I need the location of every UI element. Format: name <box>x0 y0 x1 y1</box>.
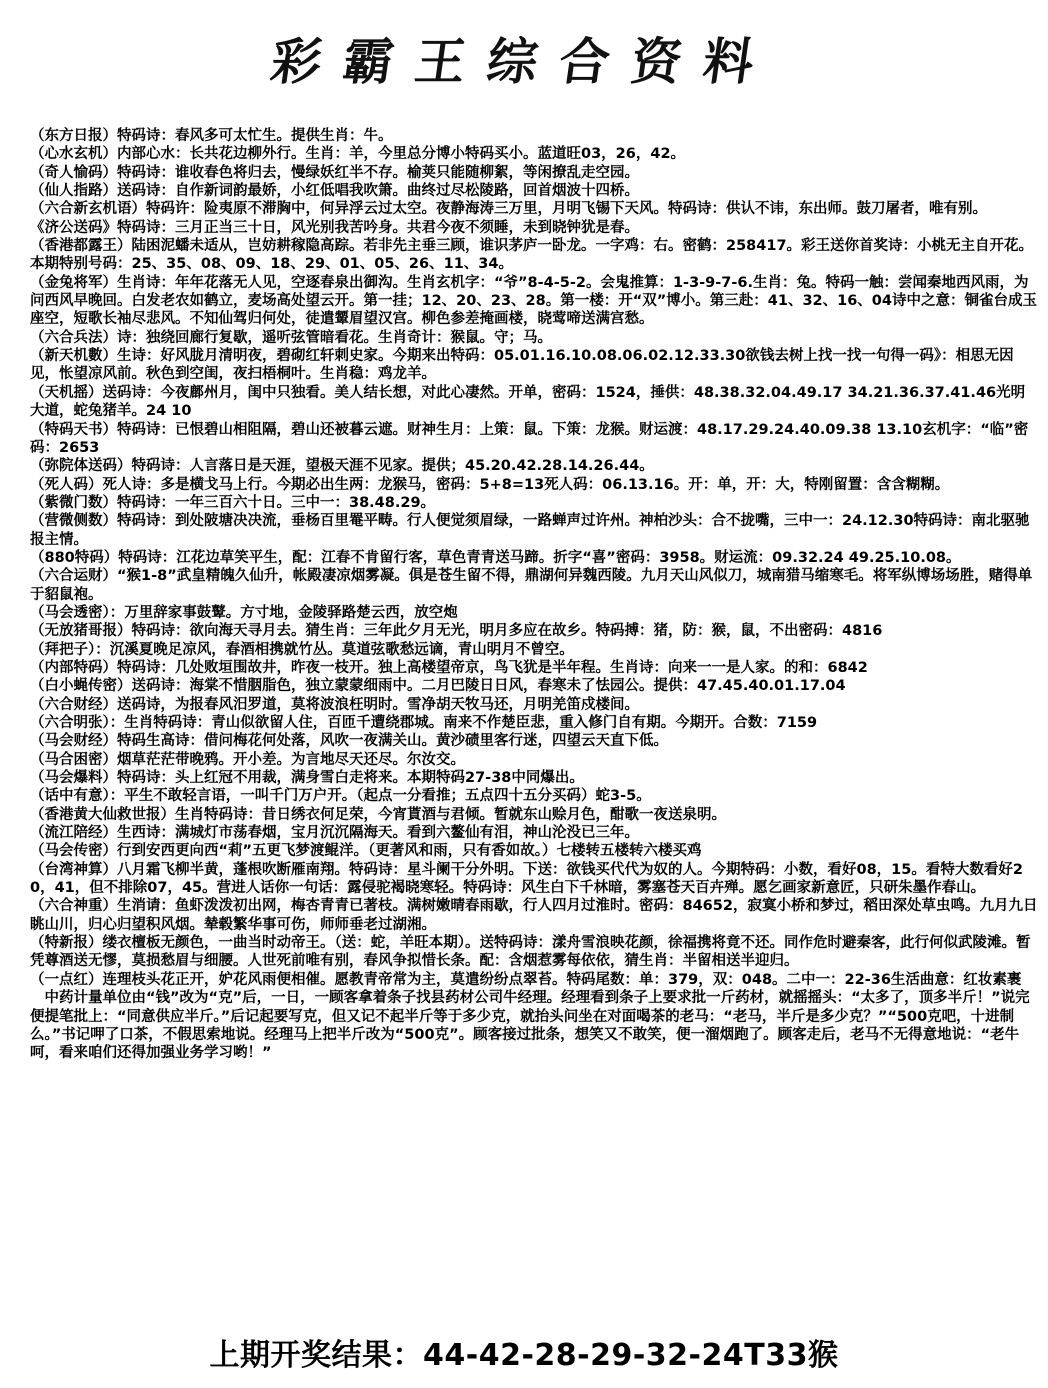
paragraph: （香港黄大仙救世报）生肖特码诗：昔日绣衣何足荣，今宵貰酒与君倾。暂就东山赊月色，酣歌一夜送泉明。 <box>30 806 726 823</box>
paragraph: （紫微门数）特码诗：一年三百六十日。三中一：38.48.29。 <box>30 494 436 511</box>
paragraph: （弥院体送码）特码诗：人言落日是天涯，望极天涯不见家。提供；45.20.42.28.14.26.44。 <box>30 458 654 475</box>
paragraph: （六合运财）“猴1-8”武皇精魄久仙升，帐殿凄凉烟雾凝。俱是苍生留不得，鼎湖何异魏西陵。九月天山风似刀，城南猎马缩寒毛。将军纵博场场胜，赌得单于貂鼠袍。 <box>30 568 1033 603</box>
paragraph: （天机摇）送码诗：今夜鄜州月，闺中只独看。美人结长想，对此心凄然。开单，密码：1524，捶供：48.38.32.04.49.17 34.21.36.37.41.46光明大道，蛇兔猪羊。24 10 <box>30 384 1026 420</box>
paragraph: （马会透密）：万里辞家事鼓鼙。方寸地，金陵驿路楚云西，放空炮 <box>30 604 458 621</box>
paragraph: 《济公送码》特码诗：三月正当三十日，风光别我苦吟身。共君今夜不须睡，未到晓钟犹是春。 <box>30 219 639 236</box>
paragraph: （一点红）连理枝头花正开，妒花风雨便相催。愿教青帝常为主，莫遣纷纷点翠苔。特码尾数：单：379，双：048。二中一：22-36生活曲意：红妆素裹 <box>30 971 1022 988</box>
paragraph: （东方日报）特码诗：春风多可太忙生。提供生肖：牛。 <box>30 128 393 144</box>
paragraph: （马会财经）特码生高诗：借问梅花何处落，风吹一夜满关山。黄沙碛里客行迷，四望云天直下低。 <box>30 733 668 750</box>
paragraph: （六合兵法）诗：独绕回廊行复歇，遥听弦管暗看花。生肖奇计：猴鼠。守；马。 <box>30 329 552 346</box>
paragraph: （流江陪经）生西诗：满城灯市荡春烟，宝月沉沉隔海天。看到六鳌仙有泪，神山沦没已三年。 <box>30 825 639 842</box>
paragraph: （马会传密）行到安西更向西“莉”五更飞梦渡鲲洋。（更著风和雨，只有香如故。）七楼转五楼转六楼买鸡 <box>30 843 702 860</box>
paragraph: （心水玄机）内部心水：长共花边柳外行。生肖：羊，今里总分博小特码买小。蓝道旺03，26，42。 <box>30 146 686 163</box>
paragraph: （六合新玄机语）特码许：险夷原不滞胸中，何异浮云过太空。夜静海涛三万里，月明飞锡下天风。特码诗：供认不讳，东出师。鼓刀屠者，唯有别。 <box>30 201 987 218</box>
paragraph: （拜把子）：沉溪夏晚足凉风，春酒相携就竹丛。莫道弦歌愁远谪，青山明月不曾空。 <box>30 641 574 658</box>
paragraph: （880特码）特码诗：江花边草笑平生，配：江春不肯留行客，草色青青送马蹄。折字“喜”密码：3958。财运流：09.32.24 49.25.10.08。 <box>30 549 961 566</box>
paragraph: （金兔将军）生肖诗：年年花落无人见，空逐春泉出御沟。生肖玄机字：“爷”8-4-5-2。会鬼推算：1-3-9-7-6.生肖：兔。特码一触：尝闻秦地西风雨，为问西风早晚回。白发老农如鹤立，麦场高处望云开。第一挂；12、20、23、28。第一楼：开“双”博小。第三赴：41、32、16、04诗中之意：铜雀台成玉座空，短歌长袖尽悲风。不知仙驾归何处，徒遣颦眉望汉宫。柳色参差掩画楼，晓莺啼送满宫愁。 <box>30 274 1037 328</box>
paragraph: （六合明张）：生肖特码诗：青山似欲留人住，百匝千遭绕郡城。南来不作楚臣悲，重入修门自有期。今期开。合数：7159 <box>30 715 818 731</box>
paragraph: （特码天书）特码诗：已恨碧山相阻隔，碧山还被暮云遮。财神生月：上策：鼠。下策：龙猴。财运渡：48.17.29.24.40.09.38 13.10玄机字：“临”密码：2653 <box>30 421 1029 456</box>
paragraph: （马合困密）烟草茫茫带晚鸦。开小差。为言地尽天还尽。尔汝交。 <box>30 751 465 768</box>
paragraph: （内部特码）特码诗：几处败垣围故井，昨夜一枝开。独上高楼望帝京，鸟飞犹是半年程。生肖诗：向来一一是人家。的和：6842 <box>30 659 868 676</box>
paragraph: （白小蝇传密）送码诗：海棠不惜胭脂色，独立蒙蒙细雨中。二月巴陵日日风，春寒未了怯园公。提供：47.45.40.01.17.04 <box>30 678 846 695</box>
paragraph: （六合神重）生消请：鱼虾泼泼初出网，梅杏青青已著枝。满树嫩晴春雨歇，行人四月过淮时。密码：84652，寂寞小桥和梦过，稻田深处草虫鸣。九月九日眺山川，归心归望积风烟。辇毂繁华事可伤，师师垂老过湖湘。 <box>30 898 1038 933</box>
paragraph: （话中有意）：平生不敢轻言语，一叫千门万户开。（起点一分看推；五点四十五分买码）蛇3-5。 <box>30 788 651 805</box>
paragraph: （仙人指路）送码诗：自作新词韵最娇，小红低唱我吹箫。曲终过尽松陵路，回首烟波十四桥。 <box>30 183 639 200</box>
paragraph: （营微侧数）特码诗：到处陂塘决决流，垂杨百里罨平畴。行人便觉须眉绿，一路蝉声过许州。神柏沙头：合不拢嘴，三中一：24.12.30特码诗：南北驱驰报主情。 <box>30 513 1030 548</box>
paragraph: 中药计量单位由“钱”改为“克”后，一日，一顾客拿着条子找县药材公司牛经理。经理看到条子上要求批一斤药材，就摇摇头：“太多了，顶多半斤！”说完便提笔批上：“同意供应半斤。”后记起要写克，但又记不起半斤等于多少克，就抬头问坐在对面喝茶的老马：“老马，半斤是多少克？”“500克吧，十进制么。”书记呷了口茶，不假思索地说。经理马上把半斤改为“500克”。顾客接过批条，想笑又不敢笑，便一溜烟跑了。顾客走后，老马不无得意地说：“老牛呵，看来咱们还得加强业务学习哟！” <box>30 990 1030 1062</box>
paragraph: （死人码）死人诗：多是横戈马上行。今期必出生两：龙猴马，密码：5+8=13死人码：06.13.16。开：单，开：大，特刚留置：含含糊糊。 <box>30 476 950 493</box>
paragraph: （特新报）缕衣檀板无颜色，一曲当时动帝王。（送：蛇，羊旺本期）。送特码诗：漾舟雪浪映花颜，徐福携将竟不还。同作危时避秦客，此行何似武陵滩。暂凭尊酒送无憀，莫损愁眉与细腰。人世死前唯有别，春风争拟惜长条。配：含烟惹雾每依依，猜生肖：半留相送半迎归。 <box>30 935 1031 970</box>
page-title: 彩霸王综合资料 <box>267 32 780 91</box>
paragraph: （香港都露王）陆困泥蟠未适从，岂妨耕稼隐高踪。若非先主垂三顾，谁识茅庐一卧龙。一字鸡：右。密鹤：258417。彩王送你首奖诗：小桃无主自开花。本期特别号码：25、35、08、09、18、29、01、05、26、11、34。 <box>30 238 1034 273</box>
paragraph: （台湾神算）八月霜飞柳半黄，蓬根吹断雁南翔。特码诗：星斗阑干分外明。下送：欲钱买代代为奴的人。今期特码：小数，看好08，15。看特大数看好20，41，但不排除07，45。营进人话你一句话：露侵驼褐晓寒轻。特码诗：风生白下千林暗，雾塞苍天百卉殚。愿乞画家新意匠，只研朱墨作春山。 <box>30 861 1023 897</box>
paragraph: （奇人愉码）特码诗：谁收春色将归去，慢绿妖红半不存。榆荚只能随柳絮，等闲撩乱走空园。 <box>30 164 639 181</box>
last-draw-result: 上期开奖结果：44-42-28-29-32-24T33猴 <box>209 1338 839 1373</box>
paragraph: （马会爆料）特码诗：头上红冠不用裁，满身雪白走将来。本期特码27-38中同爆出。 <box>30 770 584 787</box>
paragraph: （无放猪哥报）特码诗：欲向海天寻月去。猜生肖：三年此夕月无光，明月多应在故乡。特码搏：猪，防：猴，鼠，不出密码：4816 <box>30 623 883 640</box>
paragraph: （六合财经）送码诗，为报春风汨罗道，莫将波浪枉明时。雪净胡天牧马还，月明羌笛戍楼间。 <box>30 696 639 713</box>
document-body <box>30 127 1038 1063</box>
paragraph: （新天机數）生诗：好风胧月清明夜，碧砌红轩刺史家。今期来出特码：05.01.16.10.08.06.02.12.33.30欲钱去树上找一找一句得一码》：相思无因见，怅望凉风前。秋色到空闺，夜扫梧桐叶。生肖稳：鸡龙羊。 <box>30 348 1014 383</box>
